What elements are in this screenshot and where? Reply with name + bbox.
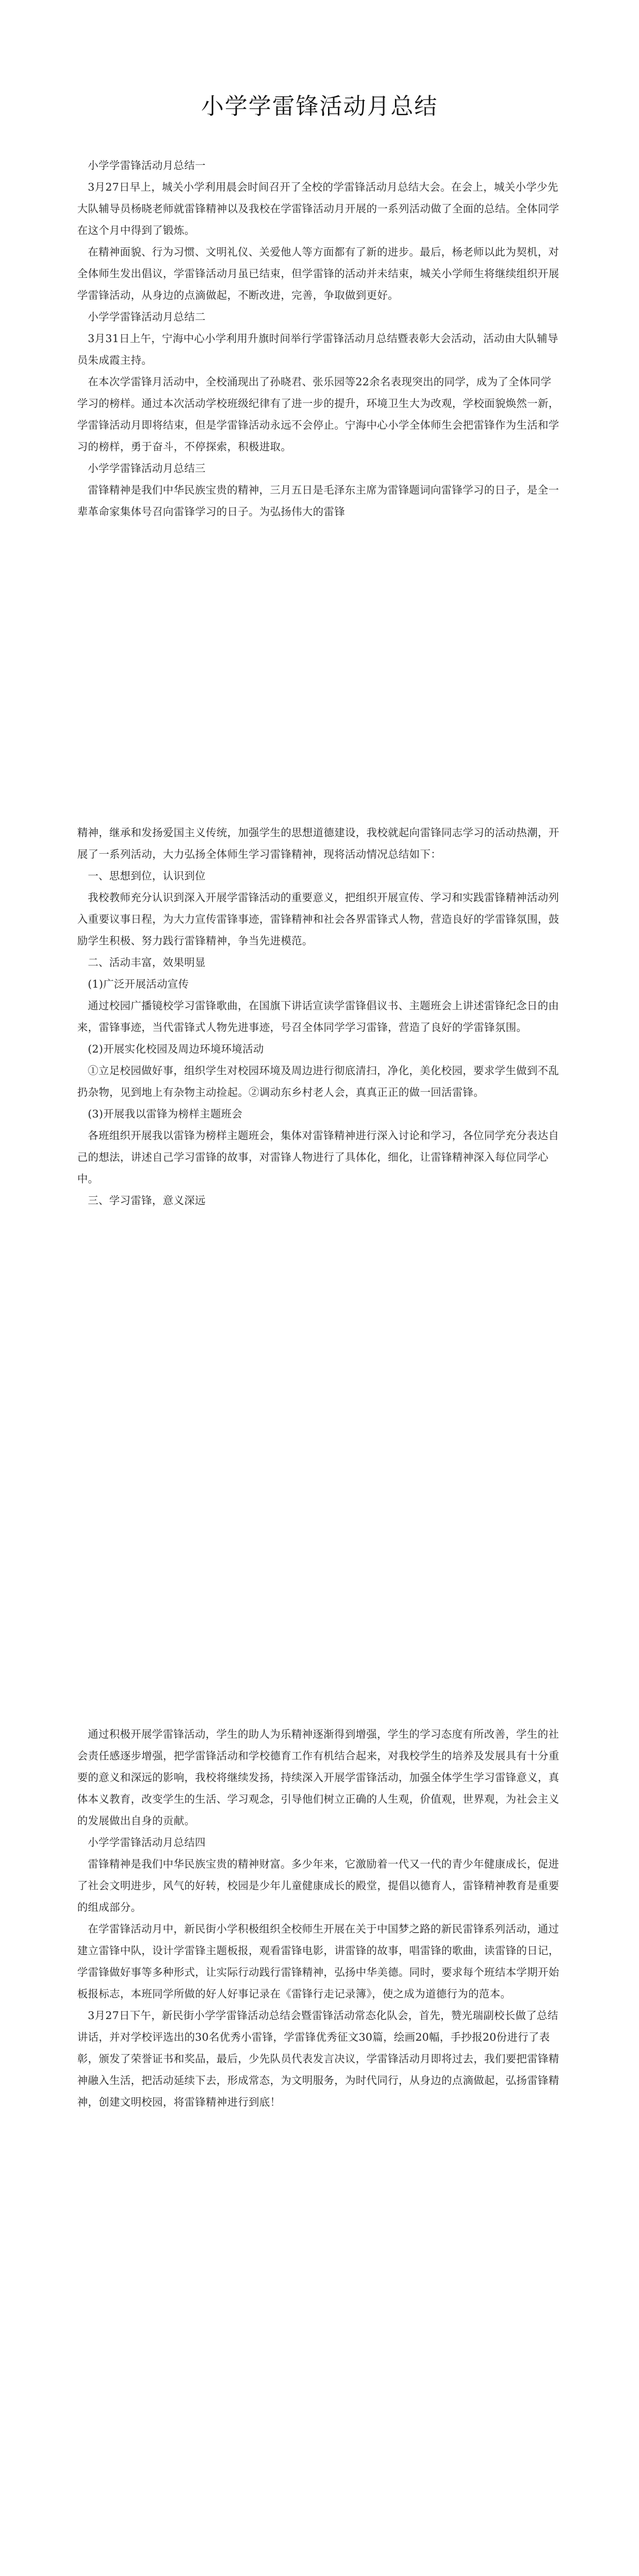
paragraph: 3月27日早上，城关小学利用晨会时间召开了全校的学雷锋活动月总结大会。在会上，城关小学少先大队辅导员杨晓老师就雷锋精神以及我校在学雷锋活动月开展的一系列活动做了全面的总结。全体同学在这个月中得到了锻炼。 — [77, 181, 559, 236]
section-heading: 小学学雷锋活动月总结一 — [88, 159, 206, 172]
text-block-1 — [77, 155, 561, 522]
paragraph: 3月27日下午，新民街小学学雷锋活动总结会暨雷锋活动常态化队会，首先，赞光瑞副校长做了总结讲话，并对学校评选出的30名优秀小雷锋，学雷锋优秀征文30篇，绘画20幅，手抄报20份进行了表彰，颁发了荣誉证书和奖品，最后，少先队员代表发言决议，学雷锋活动月即将过去，我们要把雷锋精神融入生活，把活动延续下去，形成常态，为文明服务，为时代同行，从身边的点滴做起，弘扬雷锋精神，创建文明校园，将雷锋精神进行到底！ — [77, 2009, 559, 2108]
paragraph: 在本次学雷锋月活动中，全校涌现出了孙晓君、张乐园等22余名表现突出的同学，成为了全体同学学习的榜样。通过本次活动学校班级纪律有了进一步的提升，环境卫生大为改观，学校面貌焕然一新，学雷锋活动月即将结束，但是学雷锋活动永远不会停止。宁海中心小学全体师生会把雷锋作为生活和学习的榜样，勇于奋斗，不停探索，积极进取。 — [77, 376, 559, 453]
document-title: 小学学雷锋活动月总结 — [201, 93, 438, 120]
sub-heading: (2)开展实化校园及周边环境环境活动 — [88, 1043, 264, 1055]
paragraph: 我校教师充分认识到深入开展学雷锋活动的重要意义，把组织开展宣传、学习和实践雷锋精神活动列入重要议事日程，为大力宣传雷锋事迹，雷锋精神和社会各界雷锋式人物，营造良好的学雷锋氛围，鼓励学生积极、努力践行雷锋精神，争当先进模范。 — [77, 891, 559, 947]
paragraph: 雷锋精神是我们中华民族宝贵的精神财富。多少年来，它激励着一代又一代的青少年健康成长，促进了社会文明进步，风气的好转，校园是少年儿童健康成长的殿堂，提倡以德育人，雷锋精神教育是重要的组成部分。 — [77, 1858, 559, 1913]
paragraph: 3月31日上午，宁海中心小学利用升旗时间举行学雷锋活动月总结暨表彰大会活动，活动由大队辅导员朱成霞主持。 — [77, 332, 559, 366]
text-block-2 — [77, 822, 561, 1211]
section-heading: 小学学雷锋活动月总结二 — [88, 311, 206, 323]
section-heading: 小学学雷锋活动月总结三 — [88, 462, 206, 474]
paragraph: 通过校园广播镜校学习雷锋歌曲，在国旗下讲话宣读学雷锋倡议书、主题班会上讲述雷锋纪念日的由来，雷锋事迹，当代雷锋式人物先进事迹，号召全体同学学习雷锋，营造了良好的学雷锋氛围。 — [77, 999, 559, 1033]
sub-heading: (3)开展我以雷锋为榜样主题班会 — [88, 1108, 243, 1120]
section-heading: 一、思想到位，认识到位 — [88, 870, 206, 882]
paragraph: 雷锋精神是我们中华民族宝贵的精神，三月五日是毛泽东主席为雷锋题词向雷锋学习的日子，是全一辈革命家集体号召向雷锋学习的日子。为弘扬伟大的雷锋 — [77, 484, 559, 518]
paragraph: 精神，继承和发扬爱国主义传统，加强学生的思想道德建设，我校就起向雷锋同志学习的活动热潮，开展了一系列活动，大力弘扬全体师生学习雷锋精神，现将活动情况总结如下： — [77, 826, 559, 860]
paragraph: 在学雷锋活动月中，新民街小学积极组织全校师生开展在关于中国梦之路的新民雷锋系列活动，通过建立雷锋中队，设计学雷锋主题板报，观看雷锋电影，讲雷锋的故事，唱雷锋的歌曲，读雷锋的日记，学雷锋做好事等多种形式，让实际行动践行雷锋精神，弘扬中华美德。同时，要求每个班结本学期开始板报标志，本班同学所做的好人好事记录在《雷锋行走记录簿》，使之成为道德行为的范本。 — [77, 1923, 559, 2000]
paragraph: 通过积极开展学雷锋活动，学生的助人为乐精神逐渐得到增强，学生的学习态度有所改善，学生的社会责任感逐步增强，把学雷锋活动和学校德育工作有机结合起来，对我校学生的培养及发展具有十分重要的意义和深远的影响，我校将继续发扬，持续深入开展学雷锋活动，加强全体学生学习雷锋意义，真体本义教育，改变学生的生活、学习观念，引导他们树立正确的人生观，价值观，世界观，为社会主义的发展做出自身的贡献。 — [77, 1728, 559, 1827]
paragraph: 在精神面貌、行为习惯、文明礼仪、关爱他人等方面都有了新的进步。最后，杨老师以此为契机，对全体师生发出倡议，学雷锋活动月虽已结束，但学雷锋的活动并未结束，城关小学师生将继续组织开展学雷锋活动，从身边的点滴做起，不断改进，完善，争取做到更好。 — [77, 246, 559, 301]
section-heading: 三、学习雷锋，意义深远 — [88, 1194, 206, 1207]
section-heading: 小学学雷锋活动月总结四 — [88, 1836, 206, 1849]
paragraph: ①立足校园做好事，组织学生对校园环境及周边进行彻底清扫，净化，美化校园，要求学生做到不乱扔杂物，见到地上有杂物主动捡起。②调动东乡村老人会，真真正正的做一回活雷锋。 — [77, 1064, 559, 1098]
sub-heading: (1)广泛开展活动宣传 — [88, 978, 189, 990]
paragraph: 各班组织开展我以雷锋为榜样主题班会，集体对雷锋精神进行深入讨论和学习，各位同学充分表达自己的想法，讲述自己学习雷锋的故事，对雷锋人物进行了具体化，细化，让雷锋精神深入每位同学心中。 — [77, 1129, 559, 1185]
text-block-3 — [77, 1723, 561, 2113]
section-heading: 二、活动丰富，效果明显 — [88, 956, 206, 969]
